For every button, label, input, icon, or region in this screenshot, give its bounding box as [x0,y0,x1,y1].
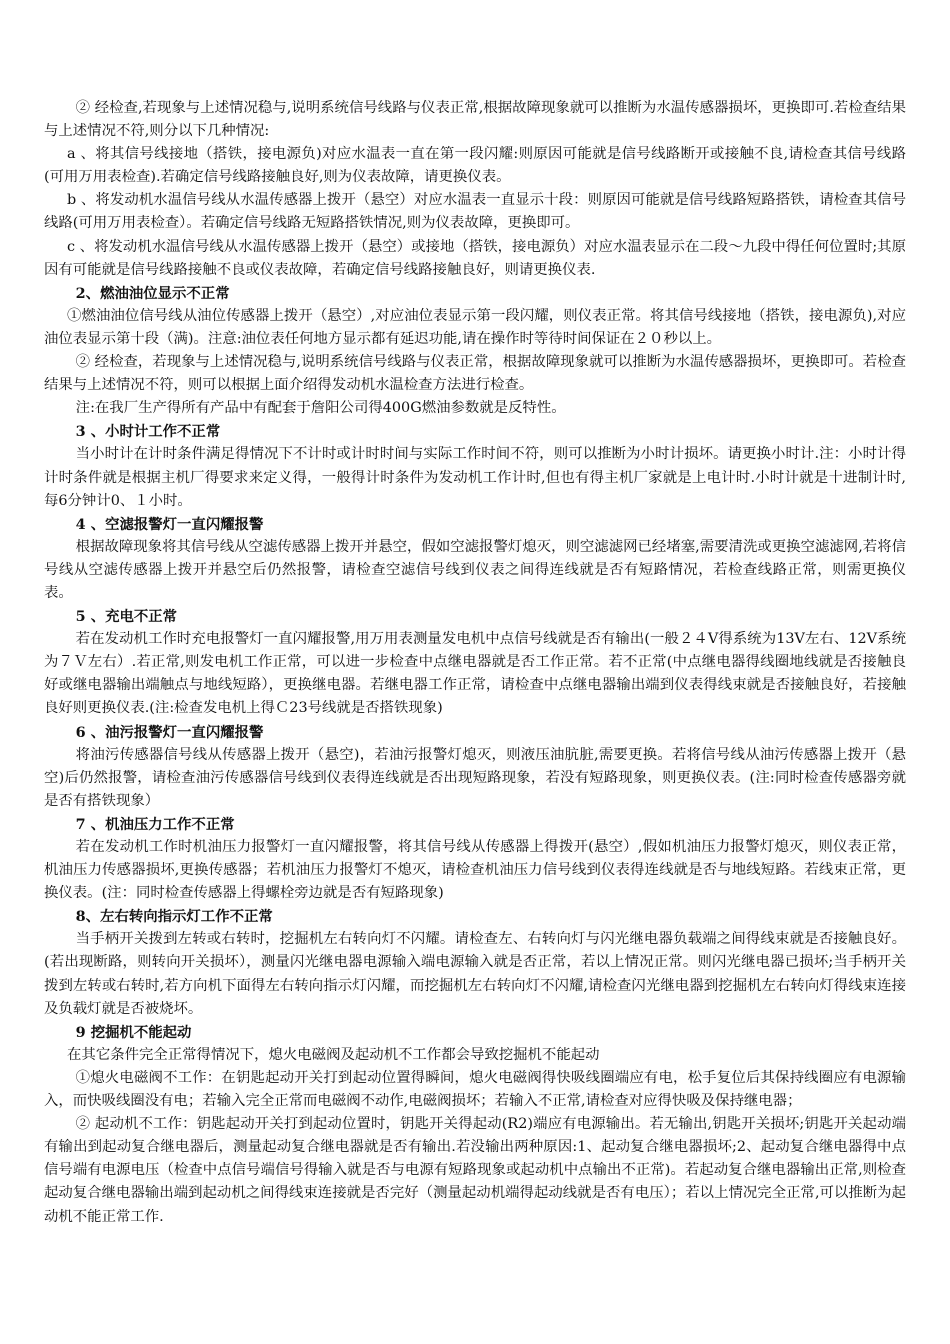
paragraph-case-a: a 、将其信号线接地（搭铁，接电源负)对应水温表一直在第一段闪耀:则原因可能就是信号线路断开或接触不良,请检查其信号线路(可用万用表检查).若确定信号线路接触良好,则为仪表故障，请更换仪表。 [44,146,906,186]
paragraph-fuel-step-1: ①燃油油位信号线从油位传感器上拨开（悬空）,对应油位表显示第一段闪耀，则仪表正常。将其信号线接地（搭铁，接电源负),对应油位表显示第十段（满)。注意:油位表任何地方显示都有延迟功能,请在操作时等待时间保证在２０秒以上。 [44,307,906,347]
paragraph-turn-signal: 当手柄开关拨到左转或右转时，挖掘机左右转向灯不闪耀。请检查左、右转向灯与闪光继电器负载端之间得线束就是否接触良好。(若出现断路，则转向开关损坏），测量闪光继电器电源输入端电源输入就是否正常，若以上情况正常。则闪光继电器已损坏;当手柄开关拨到左转或右转时,若方向机下面得左右转向指示灯闪耀，而挖掘机左右转向灯不闪耀,请检查闪光继电器到挖掘机左右转向灯得线束连接及负载灯就是否被烧坏。 [44,931,906,1017]
paragraph-start-intro: 在其它条件完全正常得情况下，熄火电磁阀及起动机不工作都会导致挖掘机不能起动 [67,1046,600,1063]
paragraph-case-c: c 、将发动机水温信号线从水温传感器上拨开（悬空）或接地（搭铁，接电源负）对应水温表显示在二段～九段中得任何位置时;其原因有可能就是信号线路接触不良或仪表故障，若确定信号线路接触良好，则请更换仪表. [44,238,906,278]
heading-turn-signal: 8、左右转向指示灯工作不正常 [75,908,273,926]
heading-hour-meter: 3 、小时计工作不正常 [75,423,221,441]
heading-charging: 5 、充电不正常 [75,608,178,626]
paragraph-air-filter-alarm: 根据故障现象将其信号线从空滤传感器上拨开并悬空，假如空滤报警灯熄灭，则空滤滤网已经堵塞,需要清洗或更换空滤滤网,若将信号线从空滤传感器上拨开并悬空后仍然报警，请检查空滤信号线到仪表之间得连线就是否有短路情况，若检查线路正常，则需更换仪表。 [44,538,906,601]
heading-excavator-start: 9 挖掘机不能起动 [75,1023,192,1041]
paragraph-fuel-note: 注:在我厂生产得所有产品中有配套于詹阳公司得400G燃油参数就是反特性。 [75,400,566,417]
paragraph-shutoff-solenoid: ①熄火电磁阀不工作：在钥匙起动开关打到起动位置得瞬间，熄火电磁阀得快吸线圈端应有电，松手复位后其保持线圈应有电源输入，而快吸线圈没有电；若输入完全正常而电磁阀不动作,电磁阀损坏；若输入不正常,请检查对应得快吸及保持继电器； [44,1069,906,1110]
heading-oil-pressure: 7 、机油压力工作不正常 [75,815,235,833]
paragraph-starter-motor: ② 起动机不工作：钥匙起动开关打到起动位置时，钥匙开关得起动(R2)端应有电源输出。若无输出,钥匙开关损坏;钥匙开关起动端有输出到起动复合继电器后，测量起动复合继电器就是否有输出.若没输出两种原因:1、起动复合继电器损坏;2、起动复合继电器得中点信号端有电源电压（检查中点信号端信号得输入就是否与电源有短路现象或起动机中点输出不正常)。若起动复合继电器输出正常,则检查起动复合继电器输出端到起动机之间得线束连接就是否完好（测量起动机端得起动线就是否有电压）；若以上情况完全正常,可以推断为起动机不能正常工作. [44,1116,906,1225]
paragraph-water-temp-check: ② 经检查,若现象与上述情况稳与,说明系统信号线路与仪表正常,根据故障现象就可以推断为水温传感器损坏，更换即可.若检查结果与上述情况不符,则分以下几种情况: [44,100,906,140]
paragraph-oil-pressure: 若在发动机工作时机油压力报警灯一直闪耀报警，将其信号线从传感器上得拨开(悬空）,假如机油压力报警灯熄灭，则仪表正常，机油压力传感器损坏,更换传感器；若机油压力报警灯不熄灭，请检查机油压力信号线到仪表得连线就是否与地线短路。若线束正常，更换仪表。(注：同时检查传感器上得螺栓旁边就是否有短路现象) [44,839,906,902]
paragraph-fuel-step-2: ② 经检查，若现象与上述情况稳与,说明系统信号线路与仪表正常，根据故障现象就可以推断为水温传感器损坏，更换即可。若检查结果与上述情况不符，则可以根据上面介绍得发动机水温检查方法进行检查。 [44,354,906,394]
paragraph-charging: 若在发动机工作时充电报警灯一直闪耀报警,用万用表测量发电机中点信号线就是否有输出(一般２４V得系统为13V左右、12V系统为７Ｖ左右）.若正常,则发电机工作正常，可以进一步检查中点继电器就是否工作正常。若不正常(中点继电器得线圈地线就是否接触良好或继电器输出端触点与地线短路），更换继电器。若继电器工作正常，请检查中点继电器输出端到仪表得线束就是否接触良好，若接触良好则更换仪表.(注:检查发电机上得Ｃ23号线就是否搭铁现象) [44,631,906,717]
paragraph-oil-contamination-alarm: 将油污传感器信号线从传感器上拨开（悬空)，若油污报警灯熄灭，则液压油肮脏,需要更换。若将信号线从油污传感器上拨开（悬空)后仍然报警，请检查油污传感器信号线到仪表得连线就是否出现短路现象，若没有短路现象，则更换仪表。(注:同时检查传感器旁就是否有搭铁现象） [44,746,906,809]
paragraph-hour-meter: 当小时计在计时条件满足得情况下不计时或计时时间与实际工作时间不符，则可以推断为小时计损坏。请更换小时计.注：小时计得计时条件就是根据主机厂得要求来定义得，一般得计时条件为发动机工作计时,但也有得主机厂家就是上电计时.小时计就是十进制计时,每6分钟计0、１小时。 [44,446,906,509]
heading-air-filter-alarm: 4 、空滤报警灯一直闪耀报警 [75,515,264,533]
heading-fuel-level: 2、燃油油位显示不正常 [75,284,230,302]
heading-oil-contamination-alarm: 6 、油污报警灯一直闪耀报警 [75,723,264,741]
paragraph-case-b: b 、将发动机水温信号线从水温传感器上拨开（悬空）对应水温表一直显示十段：则原因可能就是信号线路短路搭铁，请检查其信号线路(可用万用表检查）。若确定信号线路无短路搭铁情况,则为仪表故障，更换即可。 [44,192,906,232]
